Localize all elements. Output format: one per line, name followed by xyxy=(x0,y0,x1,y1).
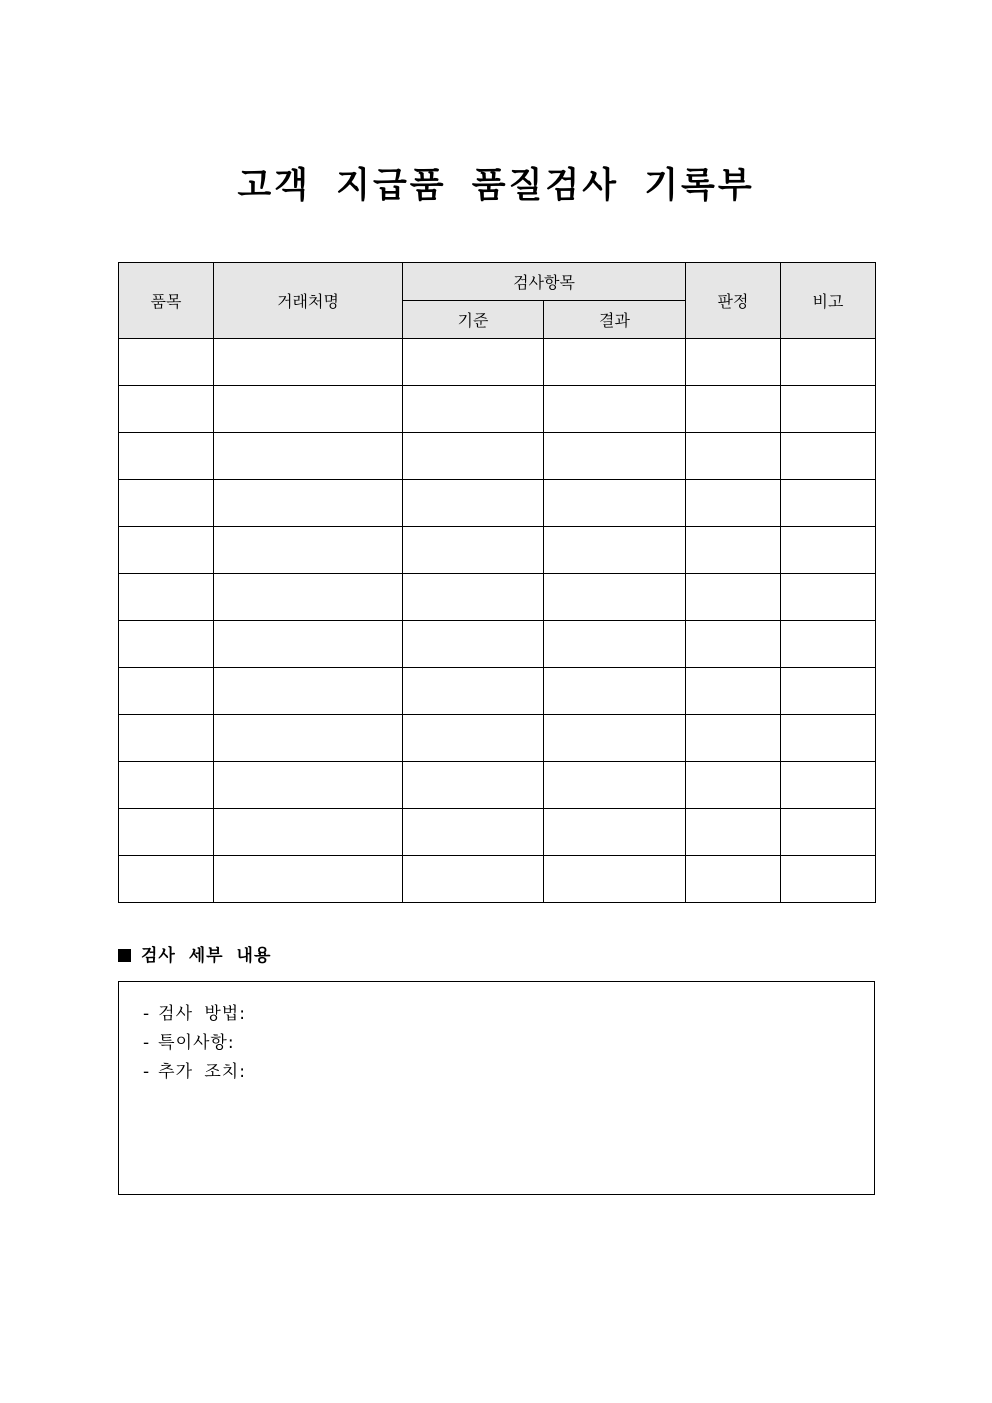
cell-remarks[interactable] xyxy=(781,856,876,903)
dash-bullet: - xyxy=(143,1004,151,1024)
cell-result[interactable] xyxy=(544,339,686,386)
cell-result[interactable] xyxy=(544,668,686,715)
cell-judgment[interactable] xyxy=(686,433,781,480)
cell-standard[interactable] xyxy=(403,386,544,433)
cell-standard[interactable] xyxy=(403,809,544,856)
cell-vendor[interactable] xyxy=(214,527,403,574)
table-row xyxy=(119,762,876,809)
cell-remarks[interactable] xyxy=(781,668,876,715)
cell-remarks[interactable] xyxy=(781,480,876,527)
cell-judgment[interactable] xyxy=(686,856,781,903)
cell-item[interactable] xyxy=(119,856,214,903)
cell-remarks[interactable] xyxy=(781,433,876,480)
cell-judgment[interactable] xyxy=(686,715,781,762)
cell-standard[interactable] xyxy=(403,621,544,668)
cell-standard[interactable] xyxy=(403,715,544,762)
cell-result[interactable] xyxy=(544,621,686,668)
cell-standard[interactable] xyxy=(403,527,544,574)
cell-remarks[interactable] xyxy=(781,527,876,574)
header-inspection-items: 검사항목 xyxy=(403,263,686,301)
table-row xyxy=(119,339,876,386)
detail-line-action xyxy=(143,1058,246,1087)
table-row xyxy=(119,574,876,621)
cell-standard[interactable] xyxy=(403,856,544,903)
table-row xyxy=(119,386,876,433)
section-heading xyxy=(118,944,271,968)
cell-standard[interactable] xyxy=(403,433,544,480)
table-row xyxy=(119,715,876,762)
cell-item[interactable] xyxy=(119,762,214,809)
cell-vendor[interactable] xyxy=(214,856,403,903)
cell-item[interactable] xyxy=(119,433,214,480)
cell-vendor[interactable] xyxy=(214,668,403,715)
table-row xyxy=(119,809,876,856)
cell-remarks[interactable] xyxy=(781,809,876,856)
header-remarks: 비고 xyxy=(781,263,876,339)
header-vendor: 거래처명 xyxy=(214,263,403,339)
cell-remarks[interactable] xyxy=(781,715,876,762)
cell-remarks[interactable] xyxy=(781,621,876,668)
table-row xyxy=(119,856,876,903)
cell-judgment[interactable] xyxy=(686,386,781,433)
cell-item[interactable] xyxy=(119,386,214,433)
cell-vendor[interactable] xyxy=(214,809,403,856)
cell-standard[interactable] xyxy=(403,668,544,715)
square-bullet-icon xyxy=(118,949,131,962)
section-heading-text: 검사 세부 내용 xyxy=(141,946,272,966)
table-row xyxy=(119,621,876,668)
cell-vendor[interactable] xyxy=(214,480,403,527)
cell-result[interactable] xyxy=(544,433,686,480)
cell-vendor[interactable] xyxy=(214,715,403,762)
cell-remarks[interactable] xyxy=(781,762,876,809)
cell-judgment[interactable] xyxy=(686,574,781,621)
cell-remarks[interactable] xyxy=(781,386,876,433)
document-title: 고객 지급품 품질검사 기록부 xyxy=(237,166,755,206)
table-row xyxy=(119,480,876,527)
header-standard: 기준 xyxy=(403,301,544,339)
cell-judgment[interactable] xyxy=(686,668,781,715)
detail-label-action: 추가 조치: xyxy=(158,1062,246,1082)
detail-box xyxy=(118,981,875,1195)
detail-label-notes: 특이사항: xyxy=(158,1033,235,1053)
cell-standard[interactable] xyxy=(403,574,544,621)
cell-result[interactable] xyxy=(544,527,686,574)
cell-vendor[interactable] xyxy=(214,339,403,386)
detail-line-method xyxy=(143,1000,246,1029)
dash-bullet: - xyxy=(143,1062,151,1082)
header-result: 결과 xyxy=(544,301,686,339)
detail-label-method: 검사 방법: xyxy=(158,1004,246,1024)
cell-vendor[interactable] xyxy=(214,386,403,433)
dash-bullet: - xyxy=(143,1033,151,1053)
cell-item[interactable] xyxy=(119,809,214,856)
cell-result[interactable] xyxy=(544,480,686,527)
cell-standard[interactable] xyxy=(403,339,544,386)
cell-judgment[interactable] xyxy=(686,762,781,809)
cell-item[interactable] xyxy=(119,621,214,668)
table-row xyxy=(119,433,876,480)
header-item: 품목 xyxy=(119,263,214,339)
cell-vendor[interactable] xyxy=(214,574,403,621)
detail-line-notes xyxy=(143,1029,246,1058)
table-body xyxy=(119,339,876,903)
cell-vendor[interactable] xyxy=(214,621,403,668)
cell-result[interactable] xyxy=(544,856,686,903)
cell-judgment[interactable] xyxy=(686,480,781,527)
cell-vendor[interactable] xyxy=(214,762,403,809)
inspection-record-table xyxy=(118,262,876,903)
cell-item[interactable] xyxy=(119,527,214,574)
cell-result[interactable] xyxy=(544,386,686,433)
header-judgment: 판정 xyxy=(686,263,781,339)
table-row xyxy=(119,668,876,715)
cell-result[interactable] xyxy=(544,809,686,856)
cell-standard[interactable] xyxy=(403,762,544,809)
cell-standard[interactable] xyxy=(403,480,544,527)
cell-item[interactable] xyxy=(119,480,214,527)
cell-result[interactable] xyxy=(544,715,686,762)
cell-judgment[interactable] xyxy=(686,809,781,856)
cell-result[interactable] xyxy=(544,574,686,621)
cell-judgment[interactable] xyxy=(686,621,781,668)
cell-remarks[interactable] xyxy=(781,574,876,621)
detail-list xyxy=(143,1000,246,1087)
cell-result[interactable] xyxy=(544,762,686,809)
cell-vendor[interactable] xyxy=(214,433,403,480)
cell-item[interactable] xyxy=(119,339,214,386)
cell-item[interactable] xyxy=(119,574,214,621)
cell-judgment[interactable] xyxy=(686,527,781,574)
cell-item[interactable] xyxy=(119,668,214,715)
table-row xyxy=(119,527,876,574)
cell-remarks[interactable] xyxy=(781,339,876,386)
cell-judgment[interactable] xyxy=(686,339,781,386)
cell-item[interactable] xyxy=(119,715,214,762)
